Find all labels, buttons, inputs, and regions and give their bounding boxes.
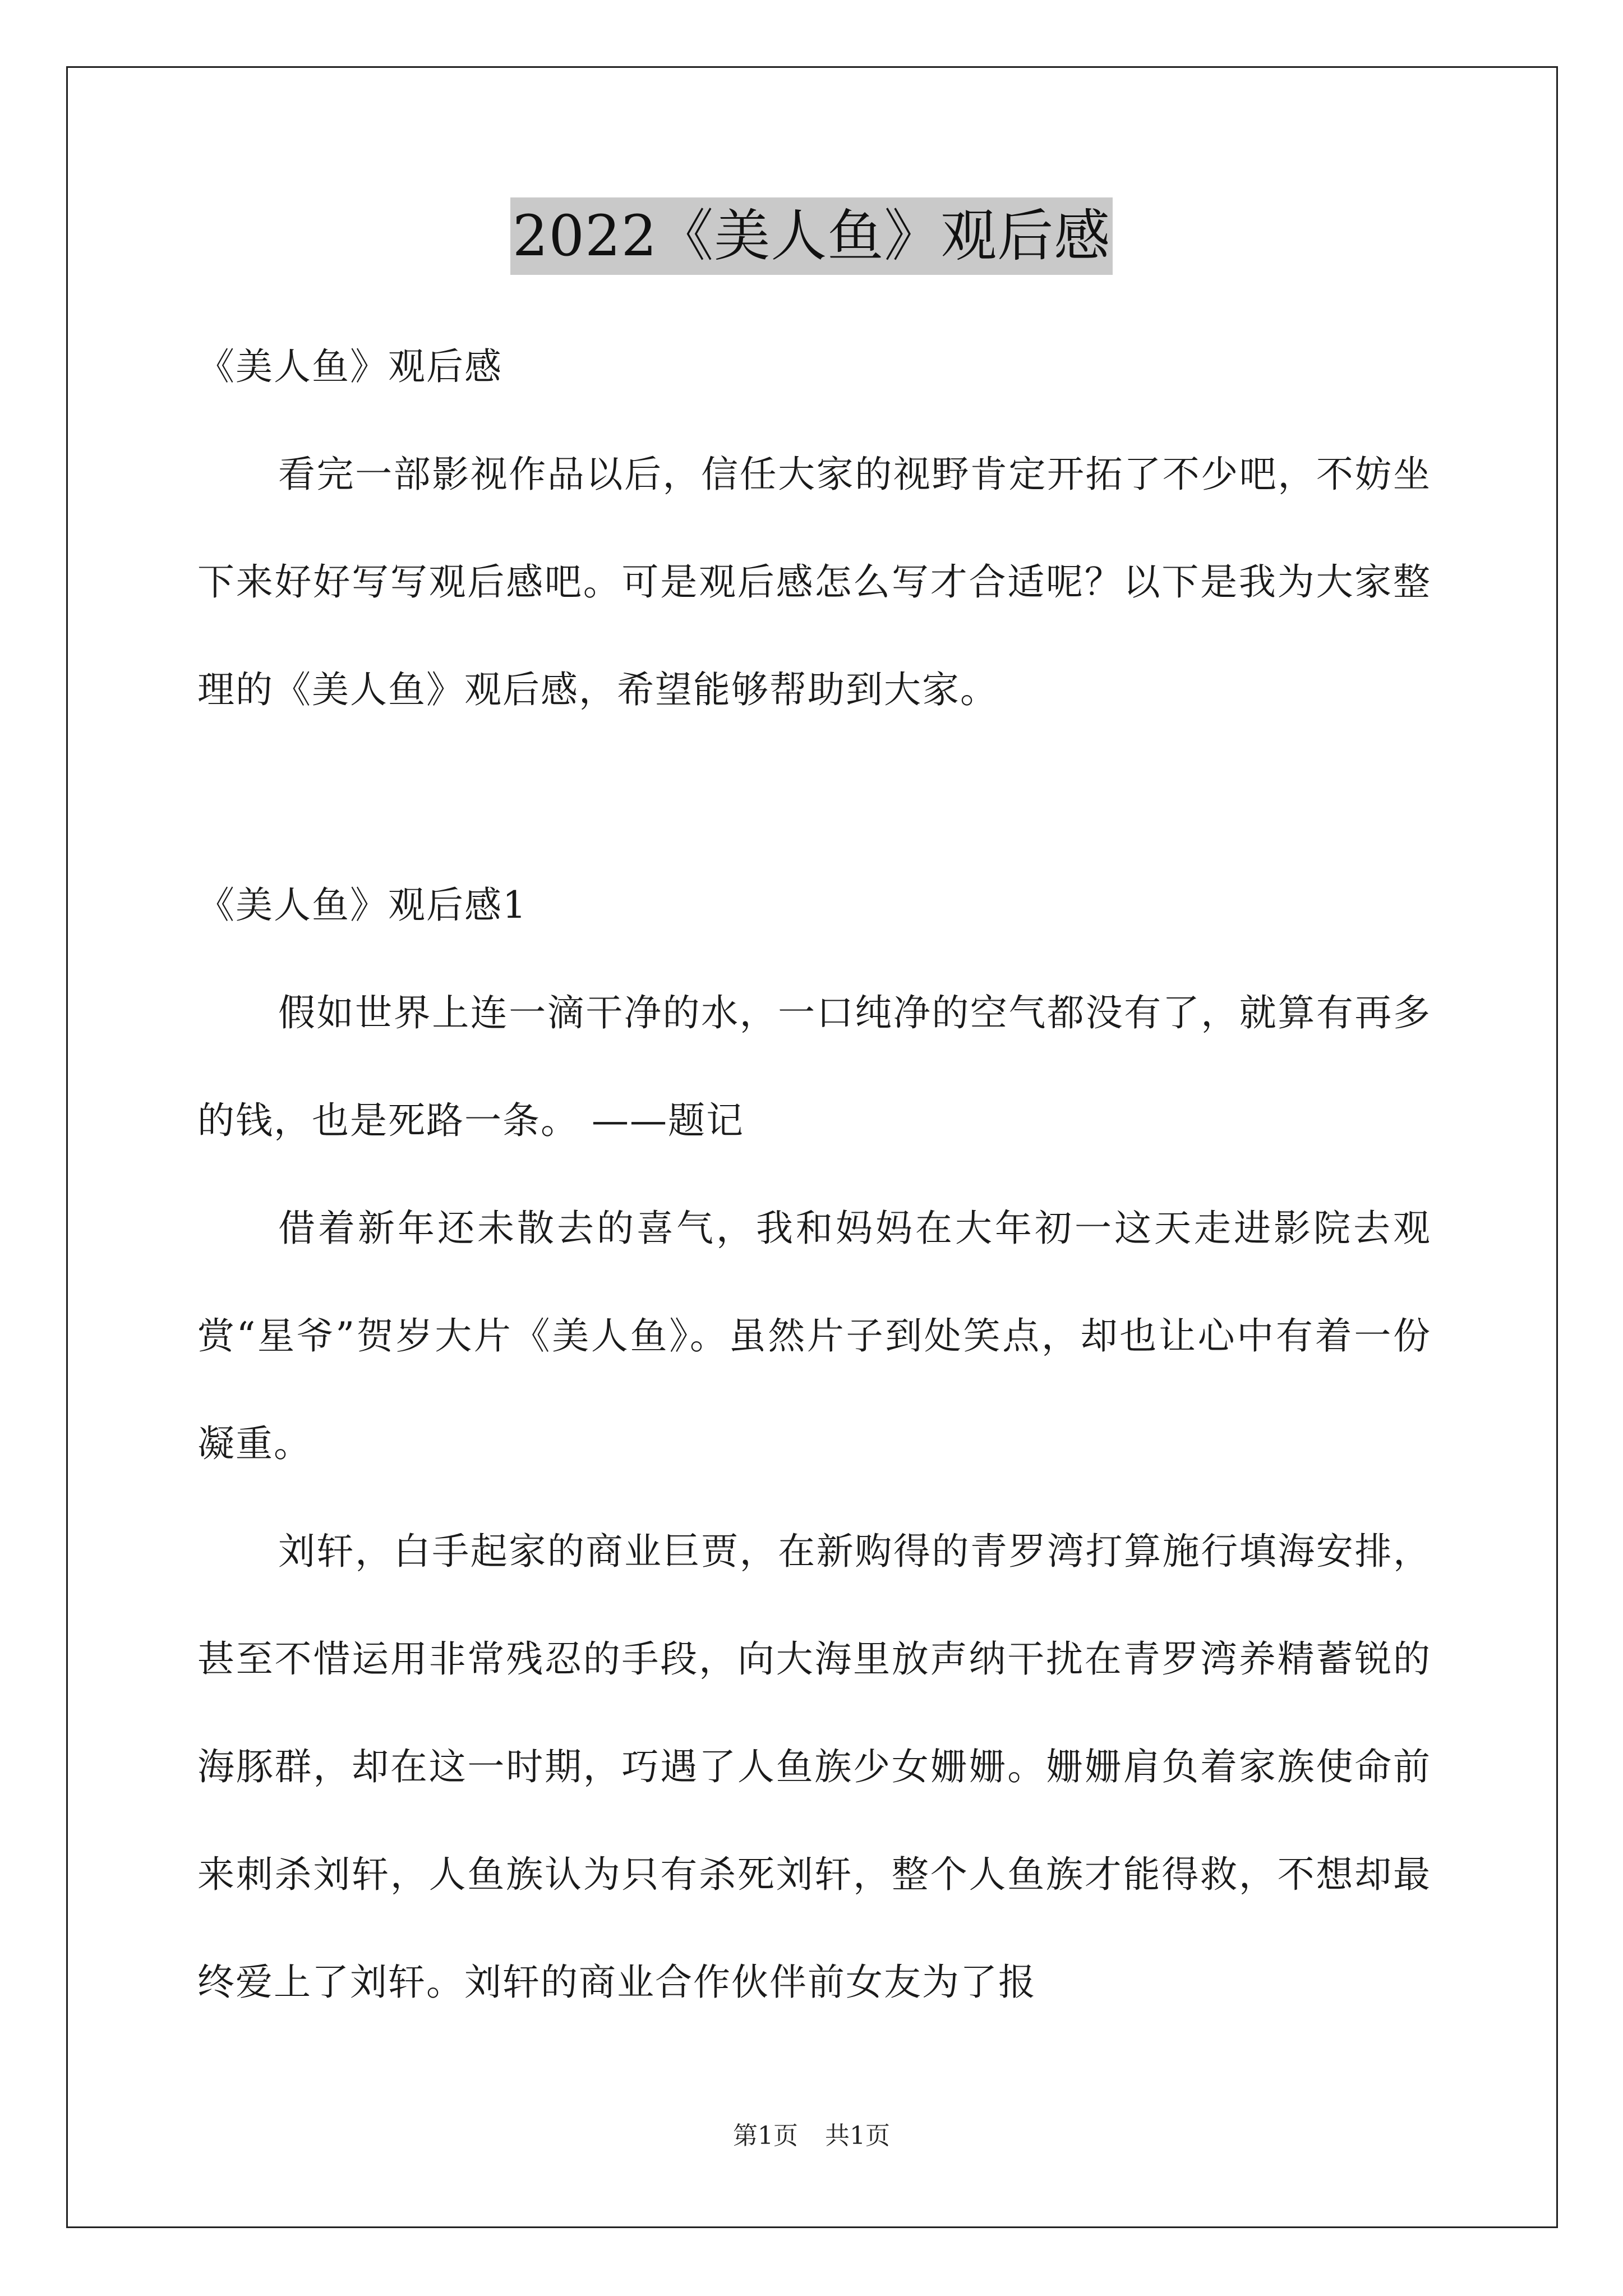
document-body bbox=[197, 313, 1431, 2036]
intro-heading: 《美人鱼》观后感 bbox=[197, 345, 502, 388]
section1-heading: 《美人鱼》观后感1 bbox=[197, 884, 527, 927]
body-paragraph-3: 刘轩，白手起家的商业巨贾，在新购得的青罗湾打算施行填海安排，甚至不惜运用非常残忍的手段，向大海里放声纳干扰在青罗湾养精蓄锐的海豚群，却在这一时期，巧遇了人鱼族少女姗姗。姗姗肩负着家族使命前来刺杀刘轩，人鱼族认为只有杀死刘轩，整个人鱼族才能得救，不想却最终爱上了刘轩。刘轩的商业合作伙伴前女友为了报 bbox=[197, 1530, 1431, 2004]
document-title: 2022《美人鱼》观后感 bbox=[510, 197, 1113, 275]
body-paragraph-2: 借着新年还未散去的喜气，我和妈妈在大年初一这天走进影院去观赏“星爷”贺岁大片《美人鱼》。虽然片子到处笑点，却也让心中有着一份凝重。 bbox=[197, 1207, 1431, 1465]
page-number: 第1页 bbox=[733, 2122, 798, 2150]
title-container bbox=[0, 197, 1623, 275]
page-total: 共1页 bbox=[825, 2122, 890, 2150]
page-footer bbox=[0, 2119, 1623, 2153]
intro-paragraph: 看完一部影视作品以后，信任大家的视野肯定开拓了不少吧，不妨坐下来好好写写观后感吧。可是观后感怎么写才合适呢？以下是我为大家整理的《美人鱼》观后感，希望能够帮助到大家。 bbox=[197, 453, 1431, 711]
section-spacer bbox=[197, 744, 1431, 852]
body-paragraph-1: 假如世界上连一滴干净的水，一口纯净的空气都没有了，就算有再多的钱，也是死路一条。 ——题记 bbox=[197, 991, 1431, 1142]
